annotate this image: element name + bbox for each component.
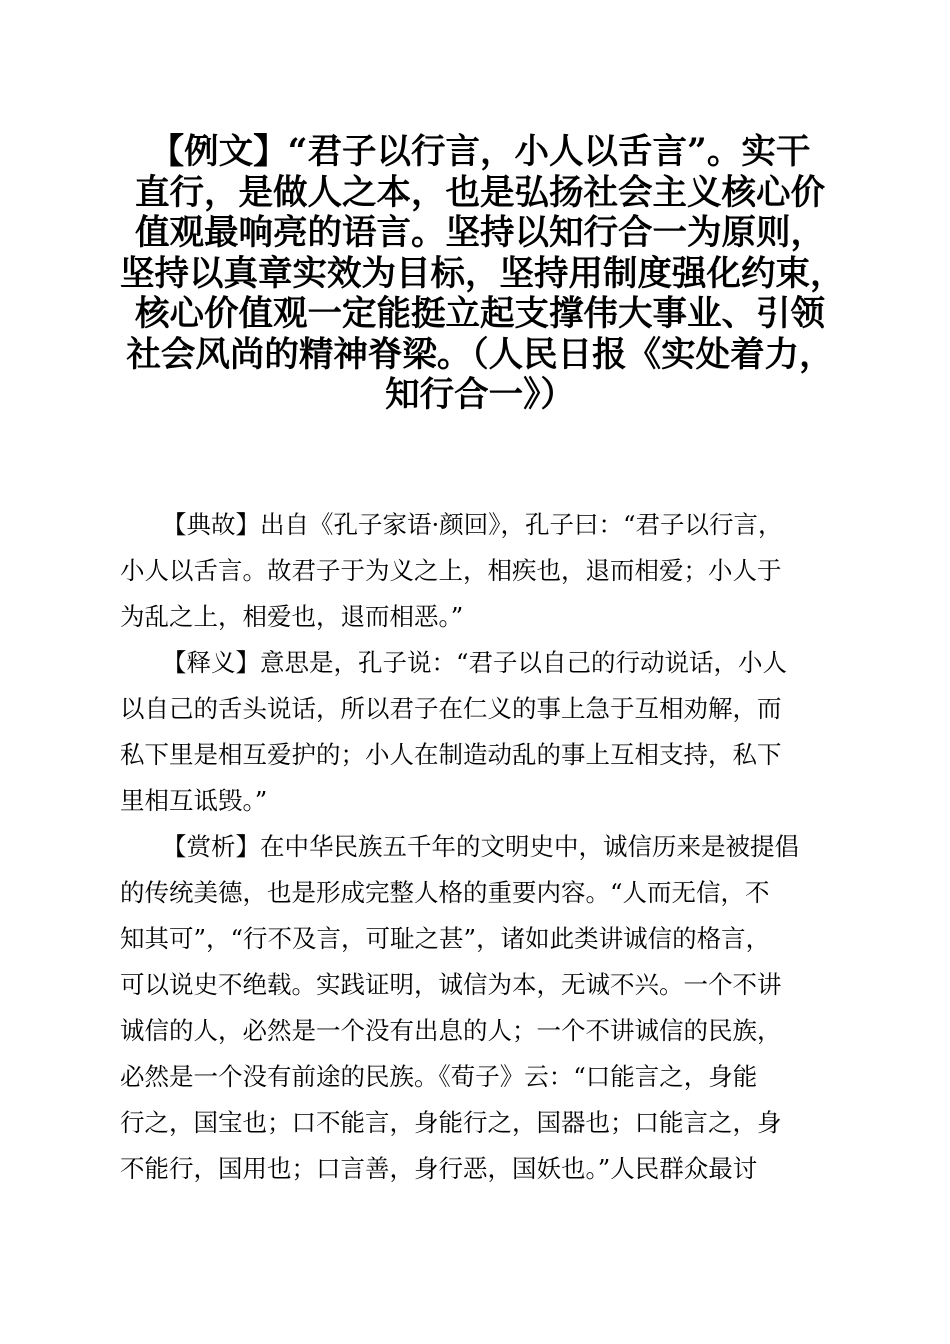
appreciation-paragraph [120, 824, 832, 1192]
heading-line: 直行，是做人之本，也是弘扬社会主义核心价 [135, 172, 825, 213]
paragraph-line: 的传统美德，也是形成完整人格的重要内容。“人而无信，不 [120, 878, 770, 907]
paragraph-line: 以自己的舌头说话，所以君子在仁义的事上急于互相劝解，而 [120, 694, 782, 723]
body-text [120, 502, 832, 1192]
explanation-paragraph [120, 640, 832, 824]
heading-line: 社会风尚的精神脊梁。（人民日报《实处着力， [126, 334, 834, 375]
paragraph-line: 必然是一个没有前途的民族。《荀子》云：“口能言之，身能 [120, 1062, 758, 1091]
paragraph-line: 里相互诋毁。” [120, 786, 268, 815]
heading-line: 【例文】“君子以行言，小人以舌言”。实干 [149, 132, 811, 172]
paragraph-line: 可以说史不绝载。实践证明，诚信为本，无诚不兴。一个不讲 [120, 970, 782, 999]
paragraph-line: 知其可”，“行不及言，可耻之甚”，诸如此类讲诚信的格言， [120, 924, 771, 953]
allusion-paragraph [120, 502, 832, 640]
heading-line: 坚持以真章实效为目标，坚持用制度强化约束， [120, 253, 845, 294]
paragraph-line: 为乱之上，相爱也，退而相恶。” [120, 602, 464, 631]
example-heading [120, 132, 845, 416]
paragraph-line: 行之，国宝也；口不能言，身能行之，国器也；口能言之，身 [120, 1108, 782, 1137]
paragraph-line: 【典故】出自《孔子家语·颜回》，孔子曰：“君子以行言， [162, 510, 783, 539]
heading-line: 核心价值观一定能挺立起支撑伟大事业、引领 [135, 294, 825, 334]
paragraph-line: 小人以舌言。故君子于为义之上，相疾也，退而相爱；小人于 [120, 556, 782, 585]
heading-line: 值观最响亮的语言。坚持以知行合一为原则， [135, 213, 825, 253]
heading-line: 知行合一》） [385, 375, 575, 415]
paragraph-line: 【释义】意思是，孔子说：“君子以自己的行动说话，小人 [162, 648, 788, 677]
paragraph-line: 诚信的人，必然是一个没有出息的人；一个不讲诚信的民族， [120, 1016, 782, 1045]
paragraph-line: 不能行，国用也；口言善，身行恶，国妖也。”人民群众最讨 [120, 1154, 758, 1183]
paragraph-line: 【赏析】在中华民族五千年的文明史中，诚信历来是被提倡 [162, 832, 799, 861]
paragraph-line: 私下里是相互爱护的；小人在制造动乱的事上互相支持，私下 [120, 740, 782, 769]
